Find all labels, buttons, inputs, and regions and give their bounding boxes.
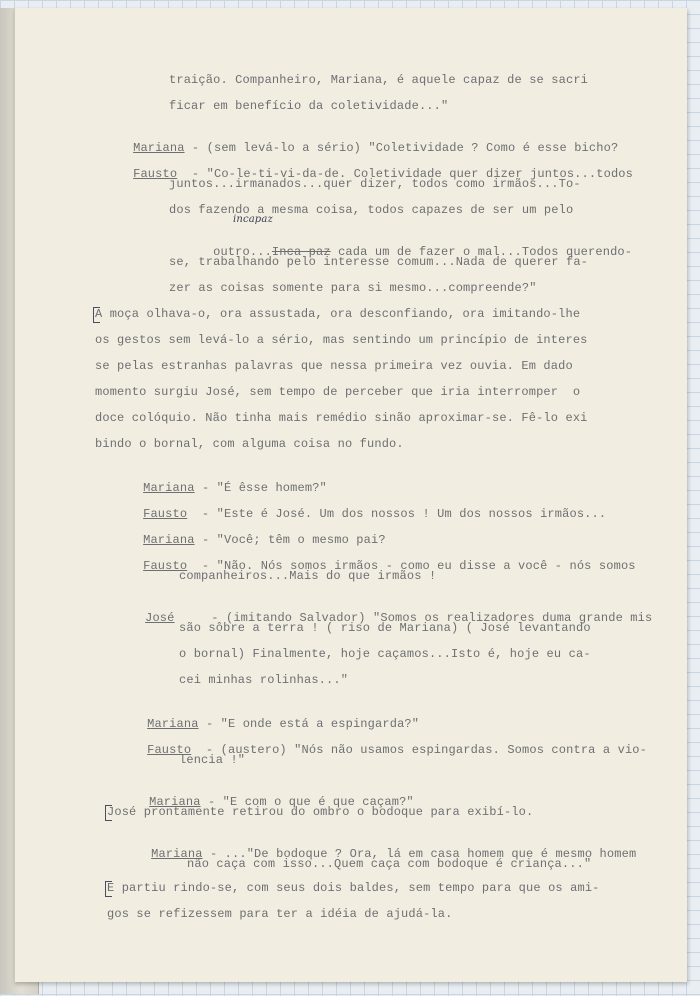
text-line: traição. Companheiro, Mariana, é aquele capaz de se sacri xyxy=(169,73,589,87)
narration-line: bindo o bornal, com alguma coisa no fundo. xyxy=(95,437,404,451)
speaker-name: Mariana xyxy=(149,795,201,809)
speaker-name: Mariana xyxy=(151,847,203,861)
speaker-name: Fausto xyxy=(143,507,188,521)
dialogue-text: - (austero) "Nós não usamos espingardas. Somos contra a vio- xyxy=(205,743,647,757)
text-line: companheiros...Mais do que irmãos ! xyxy=(179,569,437,583)
text-line: cei minhas rolinhas..." xyxy=(179,673,349,687)
typed-page xyxy=(14,8,687,982)
typed-text xyxy=(15,8,687,982)
text-line: zer as coisas somente para si mesmo...compreende?" xyxy=(169,281,537,295)
narration-line: E partiu rindo-se, com seus dois baldes, sem tempo para que os ami- xyxy=(107,881,600,895)
narration-line: gos se refizessem para ter a idéia de ajudá-la. xyxy=(107,907,453,921)
handwritten-correction: incapaz xyxy=(233,214,273,225)
speaker-name: Mariana xyxy=(147,717,199,731)
speaker-name: Fausto xyxy=(147,743,192,757)
narration-line: momento surgiu José, sem tempo de perceber que iria interromper o xyxy=(95,385,581,399)
dialogue-text: - "E com o que é que caçam?" xyxy=(207,795,414,809)
text-line: o bornal) Finalmente, hoje caçamos...Isto é, hoje eu ca- xyxy=(179,647,591,661)
dialogue-text: - "Não. Nós somos irmãos - como eu disse a você - nós somos xyxy=(201,559,636,573)
dialogue-text: - "É êsse homem?" xyxy=(201,481,327,495)
speaker-name: Mariana xyxy=(133,141,185,155)
dialogue-text: - "E onde está a espingarda?" xyxy=(205,717,420,731)
text-line: não caça com isso...Quem caça com bodoque é criança..." xyxy=(187,857,592,871)
dialogue-text: - (imitando Salvador) "Somos os realizadores duma grande mis xyxy=(211,611,653,625)
speaker-name: Fausto xyxy=(143,559,188,573)
dialogue-line: Mariana - (sem levá-lo a sério) "Coletividade ? Como é esse bicho? xyxy=(133,141,619,155)
dialogue-text: (sem levá-lo a sério) "Coletividade ? Como é esse bicho? xyxy=(206,141,619,155)
text-line: ficar em benefício da coletividade..." xyxy=(169,99,449,113)
dialogue-text: - "Este é José. Um dos nossos ! Um dos nossos irmãos... xyxy=(201,507,607,521)
text-fragment: cada um de fazer o mal...Todos querendo- xyxy=(330,245,633,259)
text-line: se, trabalhando pelo interesse comum...Nada de querer fa- xyxy=(169,255,589,269)
narration-line: A moça olhava-o, ora assustada, ora desconfiando, ora imitando-lhe xyxy=(95,307,581,321)
text-line: juntos...irmanados...quer dizer, todos como irmãos...To- xyxy=(169,177,581,191)
dialogue-text: - ..."De bodoque ? Ora, lá em casa homem que é mesmo homem xyxy=(209,847,637,861)
struck-text: Inca paz xyxy=(271,245,331,259)
narration-line: José prontamente retirou do ombro o bodoque para exibí-lo. xyxy=(107,805,534,819)
narration-line: doce colóquio. Não tinha mais remédio sinão aproximar-se. Fê-lo exi xyxy=(95,411,588,425)
narration-line: os gestos sem levá-lo a sério, mas sentindo um princípio de interes xyxy=(95,333,588,347)
speaker-name: Mariana xyxy=(143,533,195,547)
dialogue-text: - "Você; têm o mesmo pai? xyxy=(201,533,386,547)
speaker-name: Mariana xyxy=(143,481,195,495)
speaker-name: Fausto xyxy=(133,167,178,181)
speaker-name: José xyxy=(145,611,175,625)
text-line: dos fazendo a mesma coisa, todos capazes de ser um pelo xyxy=(169,203,574,217)
text-line: lencia !" xyxy=(179,753,246,767)
dialogue-text: - "Co-le-ti-vi-da-de. Coletividade quer dizer juntos...todos xyxy=(191,167,633,181)
text-fragment: outro... xyxy=(213,245,272,259)
text-line: são sôbre a terra ! ( riso de Mariana) ( José levantando xyxy=(179,621,591,635)
narration-line: se pelas estranhas palavras que nessa primeira vez ouvia. Em dado xyxy=(95,359,573,373)
